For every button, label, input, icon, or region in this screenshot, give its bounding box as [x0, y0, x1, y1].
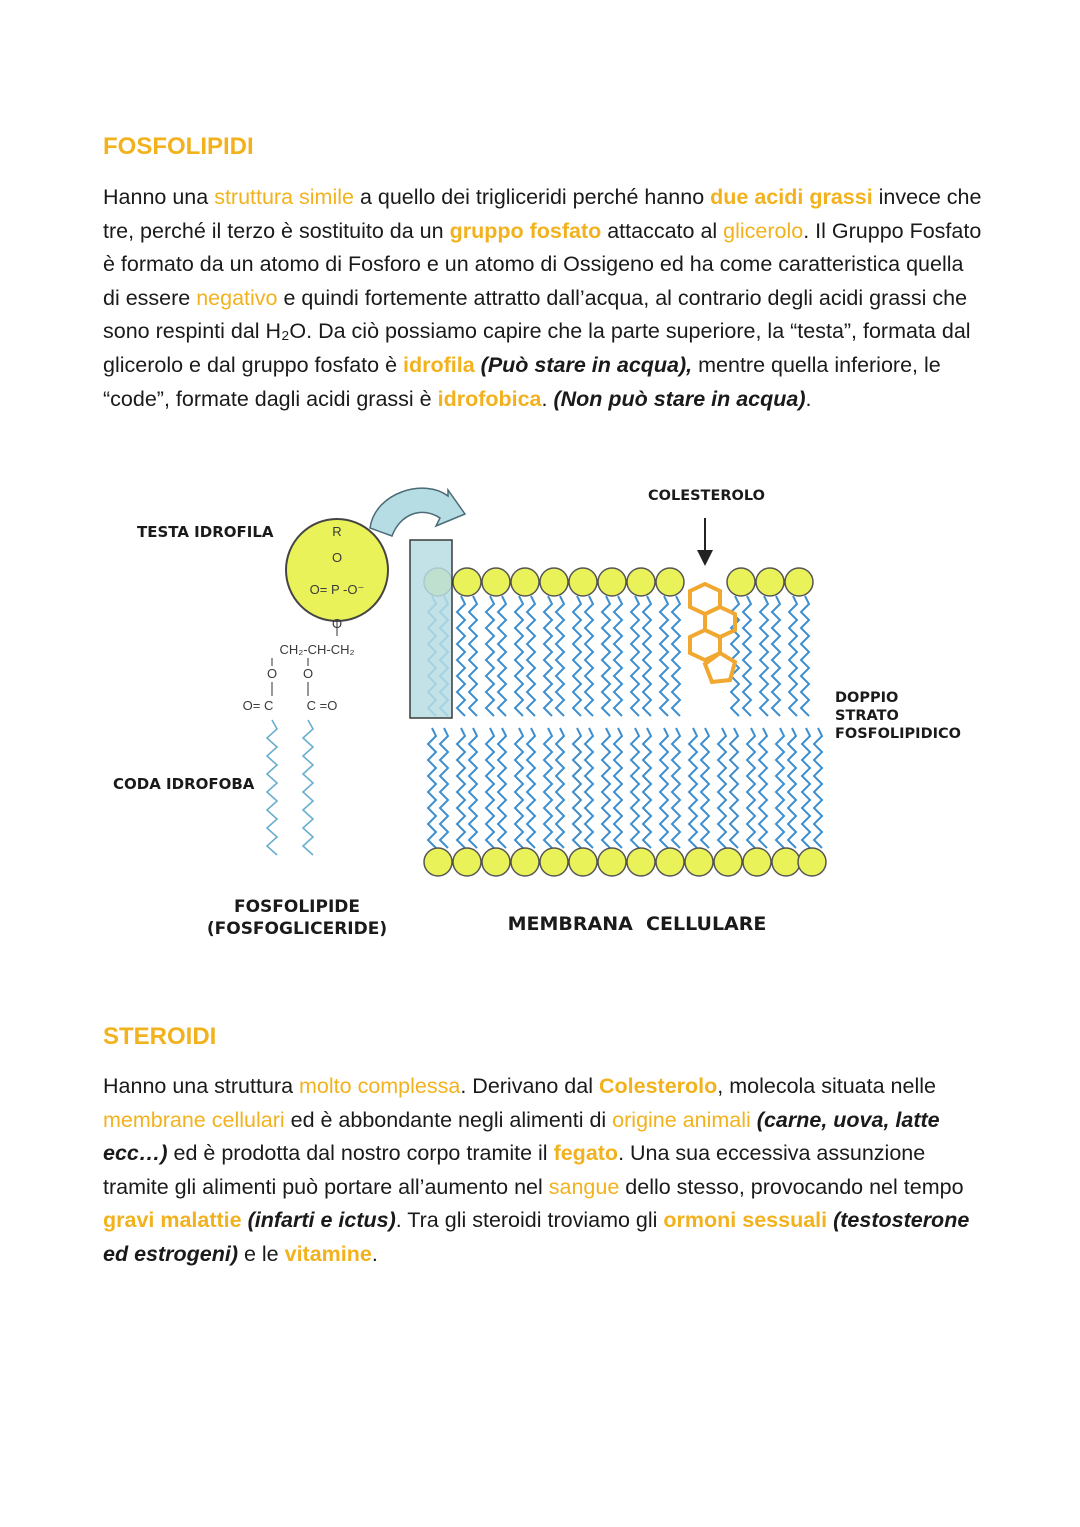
membrane-tail-bottom	[602, 728, 610, 848]
membrane-tail-bottom	[614, 728, 622, 848]
membrane-head-bottom	[685, 848, 713, 876]
paragraph-steroidi	[103, 1070, 983, 1272]
membrane-tail-bottom	[428, 728, 436, 848]
membrane-tail-bottom	[643, 728, 651, 848]
text-run: Colesterolo	[598, 1074, 718, 1098]
text-run: (infarti e ictus)	[247, 1208, 396, 1233]
membrane-tail-top	[602, 596, 610, 716]
label-testa-idrofila: TESTA IDROFILA	[137, 523, 274, 541]
membrane-head-top	[727, 568, 755, 596]
text-run: e le	[238, 1241, 285, 1266]
text-run: idrofobica	[437, 386, 542, 411]
membrane-tail-bottom	[689, 728, 697, 848]
membrane-head-bottom	[598, 848, 626, 876]
text-run: ed è prodotta dal nostro corpo tramite il	[167, 1141, 554, 1166]
membrane-head-top	[511, 568, 539, 596]
membrane-head-bottom	[772, 848, 800, 876]
membrane-head-bottom	[569, 848, 597, 876]
text-run: . Il Gruppo Fosfato è formato da un atomo di Fosforo e un atomo di Ossigeno ed ha come caratteristica quella di essere	[103, 218, 982, 310]
membrane-tail-top	[743, 596, 751, 716]
section-title-steroidi: STEROIDI	[103, 1023, 217, 1050]
membrane-tail-bottom	[672, 728, 680, 848]
membrane-tail-top	[672, 596, 680, 716]
text-run: (testosterone ed estrogeni)	[103, 1208, 970, 1266]
text-run: vitamine	[284, 1241, 372, 1266]
text-run: , molecola situata nelle	[717, 1074, 936, 1098]
membrane-tail-top	[498, 596, 506, 716]
membrane-tail-bottom	[814, 728, 822, 848]
membrane-head-top	[785, 568, 813, 596]
membrane-head-bottom	[424, 848, 452, 876]
membrane-tail-bottom	[718, 728, 726, 848]
text-run: Hanno una	[103, 185, 215, 209]
label-strato: STRATO	[835, 708, 899, 724]
text-run: Hanno una struttura	[103, 1074, 300, 1098]
curved-arrow-icon	[370, 488, 465, 536]
text-run: (carne, uova, latte ecc…)	[103, 1107, 940, 1166]
membrane-tail-top	[660, 596, 668, 716]
membrane-tail-bottom	[469, 728, 477, 848]
text-run: (Può stare in acqua),	[480, 352, 693, 377]
label-membrana-cellulare: MEMBRANA CELLULARE	[507, 913, 767, 935]
membrane-tail-bottom	[457, 728, 465, 848]
membrane-tail-bottom	[701, 728, 709, 848]
membrane-tail-top	[486, 596, 494, 716]
cholesterol-molecule	[690, 584, 735, 682]
text-run: mentre quella inferiore, le “code”, formate dagli acidi grassi è	[103, 352, 941, 411]
membrane-head-top	[656, 568, 684, 596]
highlight-box	[410, 540, 452, 718]
membrane-head-top	[569, 568, 597, 596]
fatty-acid-tail	[303, 720, 313, 855]
membrane-tail-bottom	[730, 728, 738, 848]
membrane-tail-top	[556, 596, 564, 716]
text-run: .	[805, 386, 812, 411]
membrane-tail-bottom	[440, 728, 448, 848]
membrane-tail-top	[469, 596, 477, 716]
text-run: a quello dei trigliceridi perché hanno	[353, 185, 711, 209]
text-run: dello stesso, provocando nel tempo	[619, 1174, 964, 1199]
membrane-head-top	[598, 568, 626, 596]
membrane-tail-bottom	[631, 728, 639, 848]
text-run: struttura simile	[214, 185, 354, 209]
membrane-tail-bottom	[759, 728, 767, 848]
membrane-head-top	[540, 568, 568, 596]
chem-r: R	[332, 524, 342, 539]
bond-lines	[272, 621, 337, 696]
text-run: ormoni sessuali	[663, 1208, 828, 1233]
membrane-tail-bottom	[556, 728, 564, 848]
chem-carbonyl-right: C =O	[306, 698, 338, 713]
membrane-tail-top	[643, 596, 651, 716]
membrane-tail-bottom	[527, 728, 535, 848]
membrane-tail-top	[760, 596, 768, 716]
membrane-tail-bottom	[486, 728, 494, 848]
text-run: (Non può stare in acqua)	[553, 386, 806, 411]
membrane-head-bottom	[482, 848, 510, 876]
text-run: .	[371, 1241, 378, 1266]
text-run: due acidi grassi	[710, 185, 873, 209]
text-run: molto complessa	[299, 1074, 461, 1098]
membrane-tail-top	[515, 596, 523, 716]
chem-carbonyl-left: O= C	[242, 698, 274, 713]
text-run: e quindi fortemente attratto dall’acqua, al contrario degli acidi grassi che sono respinti dal H₂O. Da ciò possiamo capire che la parte superiore, la “testa”, formata dal glicerolo e dal gruppo fosfato è	[103, 285, 971, 377]
label-coda-idrofoba: CODA IDROFOBA	[113, 775, 255, 793]
label-doppio: DOPPIO	[835, 690, 899, 706]
membrane-tail-bottom	[498, 728, 506, 848]
membrane-tail-bottom	[802, 728, 810, 848]
text-run: idrofila	[403, 352, 475, 377]
membrane-head-bottom	[627, 848, 655, 876]
membrane-head-bottom	[511, 848, 539, 876]
chem-o-bottom: O	[331, 616, 343, 631]
membrane-heads-bottom	[424, 848, 826, 876]
membrane-heads-top	[424, 568, 813, 596]
membrane-tail-bottom	[515, 728, 523, 848]
text-run: fegato	[553, 1141, 619, 1166]
text-run: . Una sua eccessiva assunzione tramite gli alimenti può portare all’aumento nel	[103, 1141, 926, 1199]
membrane-head-top	[627, 568, 655, 596]
membrane-head-bottom	[743, 848, 771, 876]
text-run: glicerolo	[723, 218, 804, 243]
text-run: . Derivano dal	[460, 1074, 599, 1098]
membrane-head-bottom	[453, 848, 481, 876]
membrane-tails	[428, 596, 822, 848]
membrane-tail-bottom	[747, 728, 755, 848]
text-run: attaccato al	[601, 218, 724, 243]
section-title-fosfolipidi: FOSFOLIPIDI	[103, 133, 254, 160]
membrane-tail-top	[585, 596, 593, 716]
text-run: invece che tre, perché il terzo è sostituito da un	[103, 185, 982, 243]
membrane-head-bottom	[656, 848, 684, 876]
membrane-tail-bottom	[544, 728, 552, 848]
membrane-head-top	[453, 568, 481, 596]
membrane-head-top	[756, 568, 784, 596]
membrane-tail-bottom	[573, 728, 581, 848]
chem-glycerol: CH₂-CH-CH₂	[279, 642, 355, 657]
text-run: gruppo fosfato	[449, 218, 602, 243]
label-colesterolo: COLESTEROLO	[648, 488, 765, 504]
membrane-tail-top	[527, 596, 535, 716]
text-run: membrane cellulari	[103, 1107, 285, 1132]
text-run: .	[541, 386, 554, 411]
membrane-tail-top	[614, 596, 622, 716]
label-fosfogliceride: (FOSFOGLICERIDE)	[206, 919, 388, 939]
text-run: gravi malattie	[103, 1208, 242, 1233]
membrane-head-bottom	[540, 848, 568, 876]
text-run: origine animali	[612, 1107, 751, 1132]
text-run: ed è abbondante negli alimenti di	[284, 1107, 613, 1132]
membrane-tail-bottom	[585, 728, 593, 848]
phospholipid-membrane-diagram	[100, 470, 980, 950]
chem-o-right: O	[302, 666, 314, 681]
text-run: sangue	[548, 1174, 620, 1199]
chem-o-top: O	[331, 550, 343, 565]
membrane-tail-bottom	[660, 728, 668, 848]
paragraph-fosfolipidi	[103, 181, 983, 416]
text-run: negativo	[196, 285, 278, 310]
membrane-tail-top	[789, 596, 797, 716]
membrane-tail-bottom	[776, 728, 784, 848]
membrane-head-top	[482, 568, 510, 596]
membrane-tail-top	[457, 596, 465, 716]
membrane-head-bottom	[714, 848, 742, 876]
fatty-acid-tail	[267, 720, 277, 855]
chem-o-left: O	[266, 666, 278, 681]
membrane-tail-top	[544, 596, 552, 716]
membrane-tail-top	[573, 596, 581, 716]
label-fosfolipide: FOSFOLIPIDE	[233, 897, 361, 917]
membrane-tail-top	[772, 596, 780, 716]
membrane-tail-top	[801, 596, 809, 716]
label-fosfolipidico: FOSFOLIPIDICO	[835, 726, 961, 742]
chem-phosphate: O= P -O⁻	[309, 582, 365, 597]
membrane-tail-bottom	[788, 728, 796, 848]
membrane-tail-top	[631, 596, 639, 716]
membrane-head-bottom	[798, 848, 826, 876]
text-run: . Tra gli steroidi troviamo gli	[395, 1208, 664, 1233]
